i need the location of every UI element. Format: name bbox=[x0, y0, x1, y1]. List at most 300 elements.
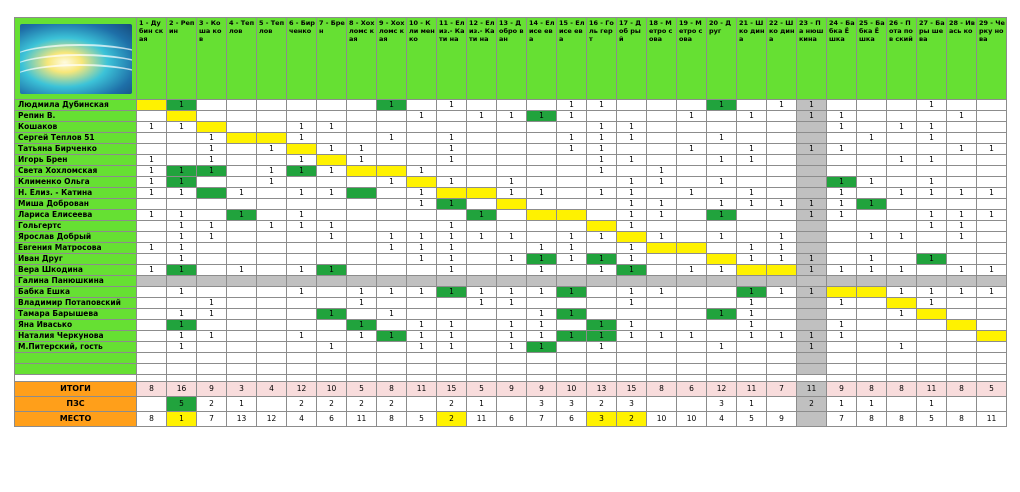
score-cell bbox=[317, 111, 347, 122]
score-cell: 1 bbox=[737, 155, 767, 166]
score-cell bbox=[527, 144, 557, 155]
column-header: 25 - Бабка Ёшка bbox=[857, 18, 887, 100]
participant-row bbox=[15, 342, 1007, 353]
score-cell: 1 bbox=[407, 243, 437, 254]
score-cell bbox=[617, 100, 647, 111]
score-cell bbox=[227, 276, 257, 287]
score-cell: 1 bbox=[167, 210, 197, 221]
separator-cell bbox=[287, 375, 317, 382]
participant-row bbox=[15, 199, 1007, 210]
logo-cell bbox=[15, 18, 137, 100]
score-cell bbox=[527, 100, 557, 111]
score-cell bbox=[947, 155, 977, 166]
empty-cell bbox=[677, 364, 707, 375]
score-cell bbox=[647, 309, 677, 320]
score-cell: 1 bbox=[167, 177, 197, 188]
score-cell bbox=[467, 177, 497, 188]
score-cell: 1 bbox=[887, 188, 917, 199]
score-cell bbox=[497, 144, 527, 155]
score-cell: 1 bbox=[617, 320, 647, 331]
score-cell bbox=[887, 177, 917, 188]
score-cell bbox=[437, 166, 467, 177]
score-cell bbox=[317, 276, 347, 287]
empty-cell bbox=[827, 353, 857, 364]
score-cell bbox=[287, 199, 317, 210]
participant-name: Татьяна Бирченко bbox=[15, 144, 137, 155]
score-cell: 1 bbox=[377, 232, 407, 243]
participant-name: Миша Доброван bbox=[15, 199, 137, 210]
score-cell: 1 bbox=[587, 166, 617, 177]
score-cell bbox=[647, 397, 677, 412]
score-cell bbox=[767, 397, 797, 412]
score-cell: 1 bbox=[227, 397, 257, 412]
score-cell: 1 bbox=[857, 254, 887, 265]
score-cell bbox=[797, 155, 827, 166]
score-cell bbox=[647, 188, 677, 199]
score-cell bbox=[617, 144, 647, 155]
score-cell bbox=[647, 254, 677, 265]
score-cell bbox=[527, 221, 557, 232]
score-cell: 1 bbox=[587, 232, 617, 243]
score-cell bbox=[137, 331, 167, 342]
score-cell bbox=[947, 309, 977, 320]
score-cell bbox=[587, 221, 617, 232]
empty-cell bbox=[137, 353, 167, 364]
separator-cell bbox=[587, 375, 617, 382]
score-cell: 1 bbox=[977, 144, 1007, 155]
score-cell bbox=[707, 243, 737, 254]
score-cell: 1 bbox=[797, 342, 827, 353]
score-cell bbox=[977, 309, 1007, 320]
column-header: 15 - Елисе ева bbox=[557, 18, 587, 100]
score-cell: 13 bbox=[227, 412, 257, 427]
score-cell bbox=[227, 111, 257, 122]
score-cell bbox=[917, 199, 947, 210]
score-cell: 1 bbox=[587, 133, 617, 144]
score-cell bbox=[257, 122, 287, 133]
score-cell bbox=[467, 276, 497, 287]
score-cell bbox=[377, 254, 407, 265]
score-cell bbox=[707, 298, 737, 309]
participant-row bbox=[15, 188, 1007, 199]
score-cell bbox=[827, 342, 857, 353]
score-cell bbox=[977, 397, 1007, 412]
score-cell bbox=[527, 298, 557, 309]
score-cell: 1 bbox=[527, 254, 557, 265]
separator-cell bbox=[197, 375, 227, 382]
score-cell bbox=[197, 188, 227, 199]
participant-row bbox=[15, 210, 1007, 221]
participant-name: Кошаков bbox=[15, 122, 137, 133]
empty-cell bbox=[407, 353, 437, 364]
score-cell bbox=[227, 155, 257, 166]
participant-name: Клименко Ольга bbox=[15, 177, 137, 188]
score-cell: 1 bbox=[857, 232, 887, 243]
score-cell: 15 bbox=[617, 382, 647, 397]
score-cell bbox=[887, 133, 917, 144]
column-header: 17 - Доб рый bbox=[617, 18, 647, 100]
score-cell bbox=[677, 320, 707, 331]
score-cell: 1 bbox=[377, 309, 407, 320]
score-cell bbox=[977, 254, 1007, 265]
score-cell: 1 bbox=[647, 232, 677, 243]
score-cell: 1 bbox=[947, 221, 977, 232]
score-cell: 4 bbox=[707, 412, 737, 427]
score-cell bbox=[287, 298, 317, 309]
score-cell: 9 bbox=[497, 382, 527, 397]
score-cell bbox=[227, 133, 257, 144]
score-cell bbox=[257, 199, 287, 210]
participant-row bbox=[15, 133, 1007, 144]
empty-cell bbox=[527, 353, 557, 364]
score-cell bbox=[677, 166, 707, 177]
separator-cell bbox=[797, 375, 827, 382]
score-cell bbox=[647, 144, 677, 155]
score-cell bbox=[977, 342, 1007, 353]
score-cell: 1 bbox=[737, 144, 767, 155]
score-cell: 1 bbox=[887, 122, 917, 133]
score-cell bbox=[347, 100, 377, 111]
participant-row bbox=[15, 144, 1007, 155]
score-cell: 1 bbox=[887, 155, 917, 166]
score-cell bbox=[377, 320, 407, 331]
score-cell: 1 bbox=[437, 254, 467, 265]
separator-cell bbox=[377, 375, 407, 382]
score-cell bbox=[497, 100, 527, 111]
score-cell: 6 bbox=[497, 412, 527, 427]
score-cell: 1 bbox=[617, 221, 647, 232]
empty-cell bbox=[977, 364, 1007, 375]
score-cell: 1 bbox=[707, 309, 737, 320]
score-cell: 1 bbox=[917, 122, 947, 133]
score-cell bbox=[587, 287, 617, 298]
participant-name: Сергей Теплов 51 bbox=[15, 133, 137, 144]
score-cell bbox=[197, 265, 227, 276]
separator-cell bbox=[437, 375, 467, 382]
participant-name: Наталия Черкунова bbox=[15, 331, 137, 342]
score-cell: 1 bbox=[167, 412, 197, 427]
score-cell bbox=[407, 122, 437, 133]
score-cell: 1 bbox=[587, 265, 617, 276]
participant-row bbox=[15, 320, 1007, 331]
score-cell bbox=[587, 298, 617, 309]
score-cell bbox=[467, 155, 497, 166]
score-cell bbox=[767, 298, 797, 309]
score-cell bbox=[257, 243, 287, 254]
score-cell bbox=[767, 122, 797, 133]
score-cell bbox=[467, 133, 497, 144]
score-cell: 1 bbox=[947, 144, 977, 155]
score-cell bbox=[317, 320, 347, 331]
score-cell: 1 bbox=[527, 287, 557, 298]
score-cell: 1 bbox=[317, 221, 347, 232]
score-cell bbox=[137, 309, 167, 320]
score-cell: 1 bbox=[497, 177, 527, 188]
score-cell: 1 bbox=[797, 100, 827, 111]
score-cell bbox=[857, 221, 887, 232]
score-cell: 1 bbox=[827, 188, 857, 199]
score-cell bbox=[227, 287, 257, 298]
score-cell: 8 bbox=[377, 382, 407, 397]
score-cell bbox=[317, 331, 347, 342]
participant-row bbox=[15, 100, 1007, 111]
empty-cell bbox=[827, 364, 857, 375]
score-cell bbox=[287, 232, 317, 243]
score-cell bbox=[947, 342, 977, 353]
score-cell bbox=[347, 210, 377, 221]
score-cell: 1 bbox=[737, 309, 767, 320]
score-cell: 1 bbox=[617, 287, 647, 298]
score-cell bbox=[347, 276, 377, 287]
score-cell: 1 bbox=[137, 155, 167, 166]
separator-cell bbox=[767, 375, 797, 382]
score-cell bbox=[287, 243, 317, 254]
score-cell bbox=[497, 221, 527, 232]
score-cell bbox=[797, 276, 827, 287]
empty-cell bbox=[467, 364, 497, 375]
score-cell: 1 bbox=[407, 166, 437, 177]
score-cell: 3 bbox=[557, 397, 587, 412]
score-cell bbox=[887, 320, 917, 331]
score-cell: 1 bbox=[137, 210, 167, 221]
score-cell bbox=[887, 199, 917, 210]
score-cell bbox=[257, 133, 287, 144]
score-cell: 1 bbox=[197, 166, 227, 177]
score-cell bbox=[257, 265, 287, 276]
score-cell bbox=[167, 133, 197, 144]
score-cell bbox=[857, 166, 887, 177]
score-cell bbox=[917, 276, 947, 287]
score-cell: 1 bbox=[617, 199, 647, 210]
score-cell bbox=[767, 155, 797, 166]
score-cell: 1 bbox=[677, 331, 707, 342]
score-cell: 1 bbox=[887, 309, 917, 320]
column-header: 14 - Елисе ева bbox=[527, 18, 557, 100]
score-cell bbox=[767, 111, 797, 122]
score-cell bbox=[737, 122, 767, 133]
score-cell: 1 bbox=[407, 342, 437, 353]
score-cell: 1 bbox=[947, 188, 977, 199]
score-cell: 1 bbox=[437, 331, 467, 342]
score-cell: 2 bbox=[287, 397, 317, 412]
score-cell: 1 bbox=[977, 210, 1007, 221]
score-cell bbox=[167, 276, 197, 287]
separator-cell bbox=[677, 375, 707, 382]
empty-cell bbox=[857, 364, 887, 375]
empty-cell bbox=[347, 364, 377, 375]
score-cell bbox=[737, 342, 767, 353]
score-cell bbox=[137, 298, 167, 309]
empty-cell bbox=[917, 353, 947, 364]
score-cell: 1 bbox=[437, 243, 467, 254]
score-cell: 1 bbox=[917, 287, 947, 298]
score-cell bbox=[797, 232, 827, 243]
score-cell: 11 bbox=[467, 412, 497, 427]
score-cell: 1 bbox=[167, 287, 197, 298]
score-cell bbox=[257, 188, 287, 199]
score-cell bbox=[377, 111, 407, 122]
score-cell bbox=[257, 232, 287, 243]
column-header: 20 - Друг bbox=[707, 18, 737, 100]
score-cell bbox=[557, 265, 587, 276]
score-cell bbox=[707, 320, 737, 331]
score-cell bbox=[497, 276, 527, 287]
score-cell bbox=[257, 320, 287, 331]
score-cell bbox=[677, 276, 707, 287]
score-cell bbox=[287, 320, 317, 331]
participant-name: Гольгертс bbox=[15, 221, 137, 232]
score-cell bbox=[917, 320, 947, 331]
column-header: 18 - Метро сова bbox=[647, 18, 677, 100]
score-cell bbox=[317, 254, 347, 265]
score-cell bbox=[347, 221, 377, 232]
score-cell bbox=[197, 243, 227, 254]
score-cell: 1 bbox=[887, 342, 917, 353]
score-cell: 1 bbox=[917, 298, 947, 309]
empty-cell bbox=[977, 353, 1007, 364]
score-cell: 3 bbox=[707, 397, 737, 412]
separator-cell bbox=[227, 375, 257, 382]
score-cell bbox=[137, 111, 167, 122]
score-cell bbox=[317, 298, 347, 309]
participant-name: Иван Друг bbox=[15, 254, 137, 265]
score-cell bbox=[557, 166, 587, 177]
score-cell bbox=[857, 210, 887, 221]
score-cell bbox=[347, 177, 377, 188]
score-cell bbox=[437, 298, 467, 309]
score-cell: 1 bbox=[857, 397, 887, 412]
score-cell bbox=[587, 111, 617, 122]
score-cell bbox=[887, 221, 917, 232]
score-cell bbox=[887, 243, 917, 254]
score-cell: 8 bbox=[377, 412, 407, 427]
score-cell: 1 bbox=[557, 144, 587, 155]
score-cell bbox=[197, 111, 227, 122]
empty-cell bbox=[287, 353, 317, 364]
empty-cell bbox=[407, 364, 437, 375]
empty-cell bbox=[557, 353, 587, 364]
score-cell: 8 bbox=[137, 412, 167, 427]
score-cell bbox=[347, 265, 377, 276]
score-cell bbox=[917, 144, 947, 155]
score-cell bbox=[197, 254, 227, 265]
score-cell bbox=[827, 243, 857, 254]
score-cell: 1 bbox=[467, 232, 497, 243]
score-cell bbox=[167, 144, 197, 155]
column-header: 19 - Метро сова bbox=[677, 18, 707, 100]
score-cell: 1 bbox=[947, 111, 977, 122]
score-cell: 8 bbox=[947, 382, 977, 397]
empty-cell bbox=[167, 364, 197, 375]
score-cell: 1 bbox=[467, 111, 497, 122]
score-cell bbox=[707, 166, 737, 177]
score-cell bbox=[767, 133, 797, 144]
empty-cell bbox=[947, 364, 977, 375]
score-cell: 5 bbox=[737, 412, 767, 427]
participant-row bbox=[15, 243, 1007, 254]
score-cell: 5 bbox=[167, 397, 197, 412]
score-cell: 1 bbox=[317, 122, 347, 133]
score-cell bbox=[887, 276, 917, 287]
score-cell: 1 bbox=[437, 342, 467, 353]
score-cell: 1 bbox=[407, 199, 437, 210]
score-cell: 1 bbox=[377, 100, 407, 111]
score-cell bbox=[287, 100, 317, 111]
score-cell bbox=[317, 133, 347, 144]
column-header: 27 - Бары шева bbox=[917, 18, 947, 100]
score-cell: 1 bbox=[347, 155, 377, 166]
score-cell: 1 bbox=[557, 254, 587, 265]
score-cell: 1 bbox=[887, 265, 917, 276]
empty-cell bbox=[917, 364, 947, 375]
participant-name: Вера Шкодина bbox=[15, 265, 137, 276]
score-cell bbox=[197, 122, 227, 133]
score-cell bbox=[797, 298, 827, 309]
participant-row bbox=[15, 331, 1007, 342]
score-cell: 1 bbox=[737, 287, 767, 298]
separator-cell bbox=[347, 375, 377, 382]
score-cell bbox=[647, 276, 677, 287]
score-cell bbox=[467, 320, 497, 331]
score-cell: 13 bbox=[587, 382, 617, 397]
score-cell bbox=[707, 221, 737, 232]
score-cell bbox=[617, 232, 647, 243]
score-cell: 1 bbox=[437, 144, 467, 155]
separator-cell bbox=[317, 375, 347, 382]
score-cell: 6 bbox=[317, 412, 347, 427]
score-cell: 1 bbox=[257, 166, 287, 177]
score-cell bbox=[977, 331, 1007, 342]
score-cell bbox=[827, 309, 857, 320]
score-cell bbox=[137, 320, 167, 331]
score-cell bbox=[737, 100, 767, 111]
participant-row bbox=[15, 232, 1007, 243]
score-cell: 1 bbox=[647, 166, 677, 177]
score-cell bbox=[497, 265, 527, 276]
score-cell: 1 bbox=[257, 177, 287, 188]
score-cell: 1 bbox=[707, 133, 737, 144]
score-cell: 1 bbox=[617, 331, 647, 342]
score-cell: 1 bbox=[287, 122, 317, 133]
score-cell: 1 bbox=[287, 287, 317, 298]
score-cell bbox=[947, 243, 977, 254]
score-cell: 1 bbox=[737, 331, 767, 342]
score-cell: 1 bbox=[377, 133, 407, 144]
score-cell bbox=[407, 309, 437, 320]
score-cell bbox=[227, 309, 257, 320]
score-cell: 1 bbox=[137, 243, 167, 254]
separator-cell bbox=[527, 375, 557, 382]
score-cell: 1 bbox=[467, 298, 497, 309]
participant-row bbox=[15, 111, 1007, 122]
score-cell bbox=[737, 232, 767, 243]
separator-cell bbox=[257, 375, 287, 382]
score-cell bbox=[137, 199, 167, 210]
score-cell: 10 bbox=[647, 412, 677, 427]
column-header: 12 - Елиз.- Кати на bbox=[467, 18, 497, 100]
score-cell: 1 bbox=[557, 331, 587, 342]
score-cell bbox=[887, 100, 917, 111]
score-cell: 1 bbox=[137, 177, 167, 188]
empty-cell bbox=[647, 364, 677, 375]
score-cell bbox=[977, 243, 1007, 254]
score-cell bbox=[827, 287, 857, 298]
empty-cell bbox=[797, 353, 827, 364]
column-header: 24 - Бабка Ёшка bbox=[827, 18, 857, 100]
score-cell: 8 bbox=[647, 382, 677, 397]
separator-cell bbox=[15, 375, 137, 382]
score-cell: 12 bbox=[707, 382, 737, 397]
